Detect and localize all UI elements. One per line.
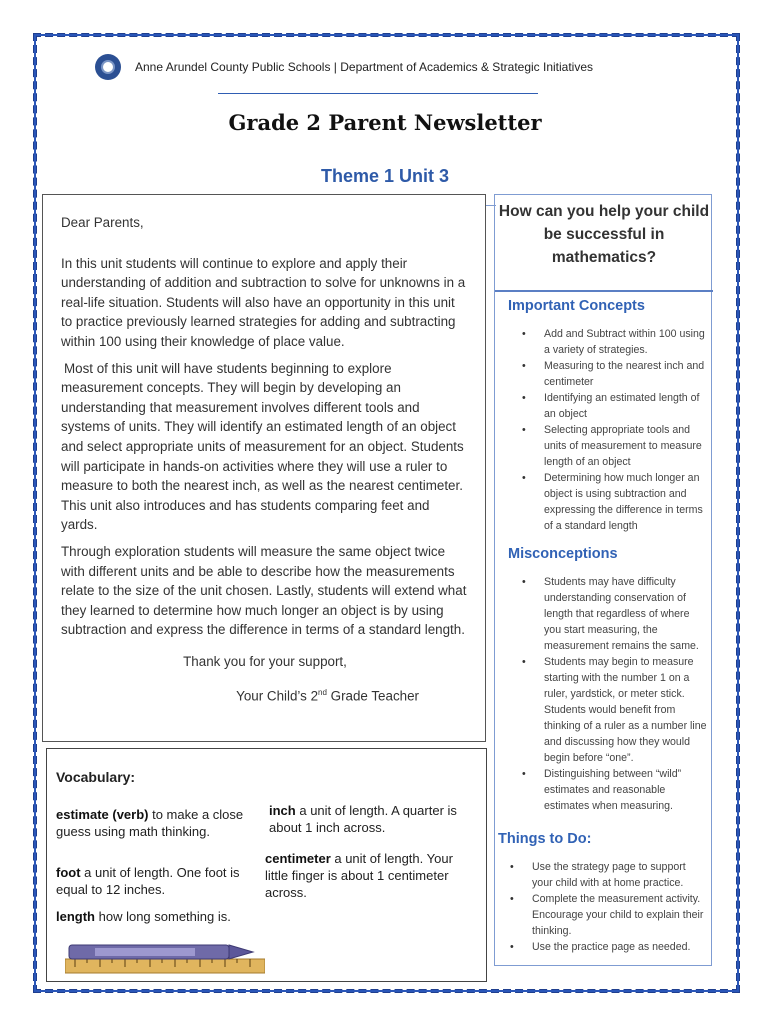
vocab-foot: foot a unit of length. One foot is equal to 12 inches. [56,865,240,897]
important-concepts-heading: Important Concepts [508,298,645,314]
vocab-inch: inch a unit of length. A quarter is about 1 inch across. [269,803,457,835]
things-to-do-list [496,859,708,955]
list-item: • Determining how much longer an object is using subtraction and expressing the difference in terms of a standard length [508,470,708,534]
vocab-length: length how long something is. [56,909,231,924]
sidebar [494,194,712,966]
list-item: • Use the strategy page to support your child with at home practice. [496,859,708,891]
list-item: • Complete the measurement activity. Encourage your child to explain their thinking. [496,891,708,939]
vocab-centimeter: centimeter a unit of length. Your little finger is about 1 centimeter across. [265,851,453,900]
list-item: • Students may begin to measure starting with the number 1 on a ruler, yardstick, or meter stick. Students would benefit from thinking of a ruler as a number line and discussing how they would begin before “one”. [508,654,708,766]
misconceptions-heading: Misconceptions [508,546,618,562]
sidebar-divider [495,290,713,292]
school-logo-icon [95,54,121,80]
list-item: • Identifying an estimated length of an object [508,390,708,422]
letter-paragraph-1: In this unit students will continue to explore and apply their understanding of addition and subtraction to solve for unknowns in a real-life situation. Students will also have an opportunity in this unit to practice previously learned strategies for adding and subtracting within 100 using their knowledge of place value. [61,255,466,349]
letter-greeting: Dear Parents, [61,215,144,230]
vocabulary-heading: Vocabulary: [56,769,136,785]
list-item: • Add and Subtract within 100 using a variety of strategies. [508,326,708,358]
header-org: Anne Arundel County Public Schools | Department of Academics & Strategic Initiatives [135,60,594,74]
letter-paragraph-2: Most of this unit will have students beginning to explore measurement concepts. They will begin by developing an understanding that measurement involves different tools and systems of units. They will identify an estimated length of an object and select appropriate units of measurement for an object. Students will participate in hands-on activities where they will use a ruler to measure to both the nearest inch, as well as the nearest centimeter. This unit also introduces and has students comparing feet and yards. [61,360,464,533]
crayon-ruler-illustration [65,939,265,975]
list-item: • Distinguishing between “wild” estimates and reasonable estimates when measuring. [508,766,708,814]
list-item: • Measuring to the nearest inch and centimeter [508,358,708,390]
vocabulary-box [46,748,487,982]
letter-thanks: Thank you for your support, [183,653,347,669]
list-item: • Students may have difficulty understanding conservation of length that regardless of where you start measuring, the measurement remains the same. [508,574,708,654]
list-item: • Use the practice page as needed. [496,939,708,955]
sidebar-question: How can you help your child be successful in mathematics? [498,203,710,266]
header-divider [218,93,538,94]
parent-letter [42,194,486,742]
vocab-estimate: estimate (verb) to make a close guess using math thinking. [56,807,244,839]
header [95,52,695,82]
things-to-do-heading: Things to Do: [498,831,592,847]
letter-paragraph-3: Through exploration students will measure the same object twice with different units and be able to describe how the measurements relate to the size of the unit chosen. Lastly, students will extend what they learned to determine how much longer an object is by using subtraction and express the difference in terms of a standard length. [61,543,467,638]
misconceptions-list [508,574,708,814]
page-title: Grade 2 Parent Newsletter [228,110,542,135]
letter-signature: Your Child’s 2nd Grade Teacher [236,688,419,704]
page-subtitle: Theme 1 Unit 3 [320,166,450,186]
list-item: • Selecting appropriate tools and units of measurement to measure length of an object [508,422,708,470]
important-concepts-list [508,326,708,534]
